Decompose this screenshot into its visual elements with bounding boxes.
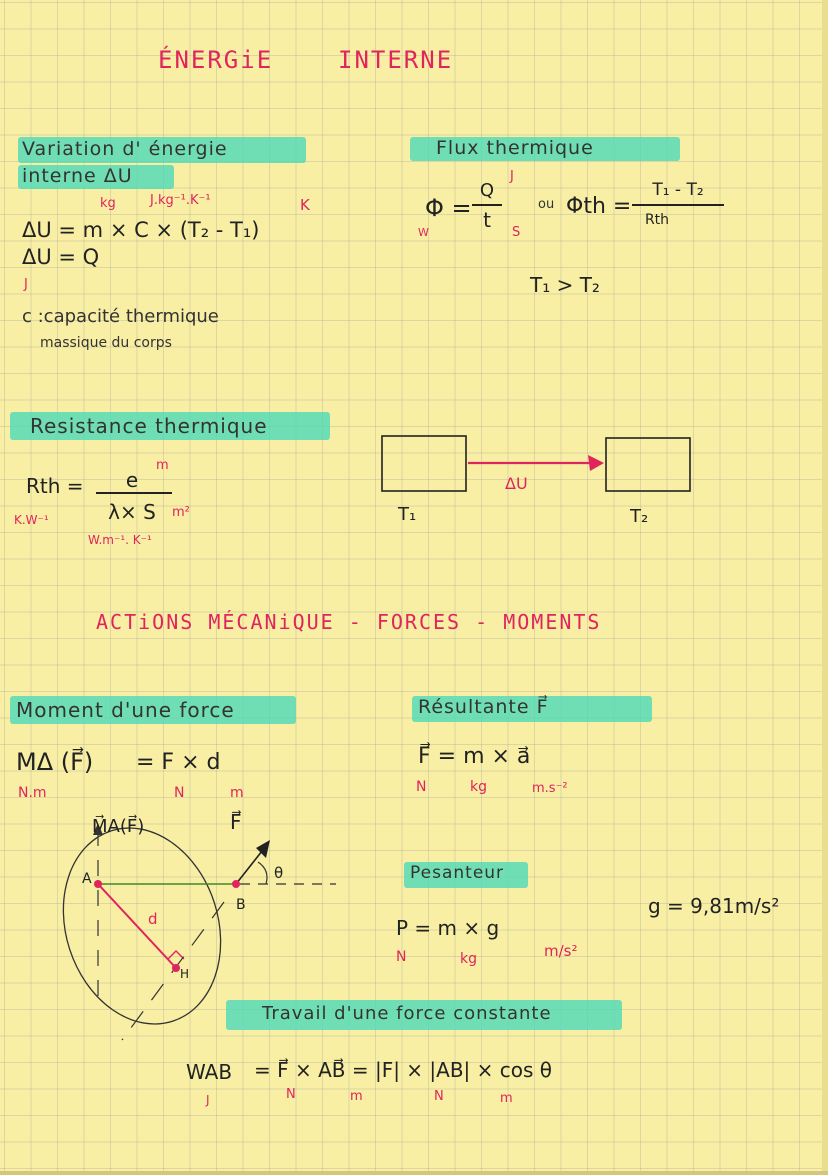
flux-numerator-q: Q <box>479 180 495 201</box>
flux-denominator-t: t <box>483 208 491 232</box>
label-b: B <box>236 897 246 913</box>
label-d: d <box>148 910 158 928</box>
moment-heading: Moment d'une force <box>16 698 235 722</box>
variation-heading-2: interne ΔU <box>22 165 133 187</box>
travail-lhs: WAB <box>186 1060 233 1084</box>
travail-unit-m1: m <box>350 1089 363 1104</box>
moment-eq-rhs: = F × d <box>136 750 221 775</box>
flux-phi: Φ = <box>425 194 472 222</box>
pesanteur-heading: Pesanteur <box>410 863 505 883</box>
moment-vector-f: F⃗ <box>230 810 242 834</box>
angle-arc <box>258 862 267 884</box>
label-theta: θ <box>274 864 284 882</box>
flux-unit-w: W <box>418 226 429 239</box>
pesanteur-unit-kg: kg <box>460 951 477 967</box>
resistance-lhs: Rth = <box>26 474 84 498</box>
resistance-unit-m2: m² <box>172 505 190 520</box>
resultante-equation: F⃗ = m × a⃗ <box>418 744 531 769</box>
right-angle-mark <box>168 951 184 959</box>
body-ellipse <box>39 807 245 1044</box>
pesanteur-equation: P = m × g <box>396 916 500 940</box>
pesanteur-unit-ms2: m/s² <box>544 942 578 960</box>
point-h <box>172 964 180 972</box>
resultante-unit-kg: kg <box>470 779 487 795</box>
variation-unit-k: K <box>300 196 310 214</box>
travail-unit-n1: N <box>286 1087 296 1102</box>
variation-unit-j: J <box>24 277 28 292</box>
resistance-numerator: e <box>125 468 139 492</box>
point-b <box>232 880 240 888</box>
title-interne: INTERNE <box>338 46 454 74</box>
label-h: H <box>180 967 190 981</box>
pesanteur-unit-n: N <box>396 949 407 965</box>
resistance-unit-lambda: W.m⁻¹. K⁻¹ <box>88 533 152 547</box>
variation-unit-c: J.kg⁻¹.K⁻¹ <box>150 193 211 208</box>
flux-denominator-r: Rth <box>644 212 670 228</box>
flux-phi-th: Φth = <box>566 194 632 219</box>
travail-unit-n2: N <box>434 1089 444 1104</box>
resistance-denominator: λ× S <box>108 500 156 524</box>
flux-heading: Flux thermique <box>436 137 594 159</box>
flux-unit-j: J <box>510 169 514 184</box>
variation-equation-2: ΔU = Q <box>22 245 100 269</box>
moment-eq-lhs: MΔ (F⃗) <box>16 748 94 776</box>
travail-heading: Travail d'une force constante <box>262 1003 552 1024</box>
resultante-unit-ms2: m.s⁻² <box>532 781 568 796</box>
label-a: A <box>82 871 92 887</box>
moment-unit-n: N <box>174 785 185 801</box>
moment-unit-nm: N.m <box>18 785 47 801</box>
flux-unit-s: S <box>512 225 521 240</box>
resistance-unit-kw: K.W⁻¹ <box>14 513 49 527</box>
travail-unit-j: J <box>206 1093 210 1107</box>
variation-heading-1: Variation d' énergie <box>22 138 228 160</box>
resultante-heading: Résultante F⃗ <box>418 696 549 718</box>
transfer-label-t1: T₁ <box>398 504 417 525</box>
title-actions-mecanique: ACTiONS MÉCANiQUE - FORCES - MOMENTS <box>96 610 602 634</box>
line-of-action <box>122 902 224 1040</box>
travail-equation: = F⃗ × AB⃗ = |F| × |AB| × cos θ <box>254 1058 553 1082</box>
flux-ou: ou <box>538 197 555 212</box>
lever-arm-d <box>98 884 176 968</box>
variation-unit-kg: kg <box>100 196 116 211</box>
variation-equation-1: ΔU = m × C × (T₂ - T₁) <box>22 218 260 242</box>
moment-unit-m: m <box>230 785 244 801</box>
resistance-heading: Resistance thermique <box>30 414 268 438</box>
transfer-label-t2: T₂ <box>630 506 649 527</box>
travail-unit-m2: m <box>500 1091 513 1106</box>
point-a <box>94 880 102 888</box>
transfer-label-du: ΔU <box>505 474 528 493</box>
flux-numerator-t: T₁ - T₂ <box>652 180 704 200</box>
title-energie: ÉNERGiE <box>158 46 274 74</box>
moment-vector-ma: M⃗A(F⃗) <box>92 816 145 837</box>
gravity-value: g = 9,81m/s² <box>648 894 780 918</box>
variation-desc-1: c :capacité thermique <box>22 306 219 327</box>
flux-relation: T₁ > T₂ <box>530 273 600 297</box>
resistance-unit-m: m <box>156 458 169 473</box>
variation-desc-2: massique du corps <box>40 335 172 351</box>
resultante-unit-n: N <box>416 779 427 795</box>
